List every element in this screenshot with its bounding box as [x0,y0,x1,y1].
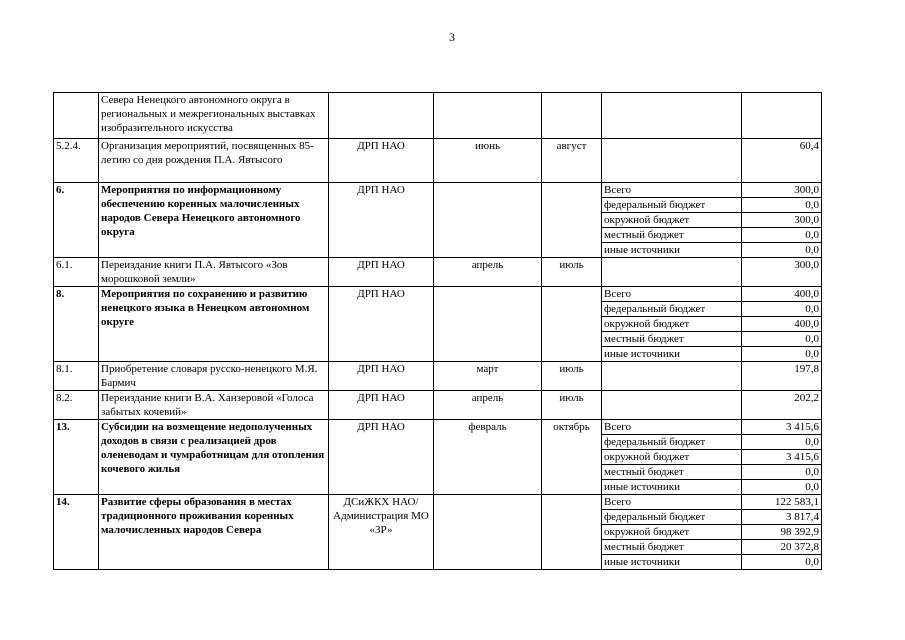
amount-other: 0,0 [742,243,822,258]
amount-total: 122 583,1 [742,495,822,510]
source-label: Всего [602,420,742,435]
amount-federal: 0,0 [742,198,822,213]
source-label: местный бюджет [602,228,742,243]
executor: ДРП НАО [329,139,434,183]
amount-district: 400,0 [742,317,822,332]
executor: ДРП НАО [329,420,434,495]
source-label: Всего [602,183,742,198]
activity-name: Развитие сферы образования в местах традиционного проживания коренных малочисленных народов Севера [99,495,329,570]
start-month: февраль [434,420,542,495]
source-label: федеральный бюджет [602,510,742,525]
table-row [54,93,822,139]
table-row [54,287,822,302]
source-label: местный бюджет [602,540,742,555]
end-month: июль [542,391,602,420]
source-label: окружной бюджет [602,213,742,228]
table-row [54,183,822,198]
source-label: федеральный бюджет [602,198,742,213]
amount-local: 20 372,8 [742,540,822,555]
source-label: иные источники [602,555,742,570]
amount: 197,8 [742,362,822,391]
row-number: 6. [54,183,99,258]
end-month: октябрь [542,420,602,495]
row-number: 6.1. [54,258,99,287]
amount-local: 0,0 [742,332,822,347]
source-label: окружной бюджет [602,450,742,465]
table-row [54,362,822,391]
table-row [54,258,822,287]
end-month: июль [542,362,602,391]
executor: ДРП НАО [329,183,434,258]
source-label: иные источники [602,243,742,258]
amount-district: 98 392,9 [742,525,822,540]
amount: 60,4 [742,139,822,183]
source-label: федеральный бюджет [602,302,742,317]
amount-federal: 0,0 [742,302,822,317]
source-label: местный бюджет [602,465,742,480]
amount: 300,0 [742,258,822,287]
start-month: апрель [434,391,542,420]
source-label: федеральный бюджет [602,435,742,450]
row-number: 8.1. [54,362,99,391]
table-row [54,495,822,510]
source-label: окружной бюджет [602,317,742,332]
source-label: окружной бюджет [602,525,742,540]
amount-federal: 3 817,4 [742,510,822,525]
row-number: 5.2.4. [54,139,99,183]
amount-local: 0,0 [742,228,822,243]
row-number: 13. [54,420,99,495]
activities-table [53,92,822,570]
source-label: Всего [602,287,742,302]
source-label: иные источники [602,480,742,495]
amount-total: 3 415,6 [742,420,822,435]
start-month: апрель [434,258,542,287]
activity-name: Организация мероприятий, посвященных 85-летию со дня рождения П.А. Явтысого [99,139,329,183]
executor: ДРП НАО [329,391,434,420]
activity-name: Субсидии на возмещение недополученных доходов в связи с реализацией дров оленеводам и чумработницам для отопления кочевого жилья [99,420,329,495]
amount-other: 0,0 [742,347,822,362]
activity-name: Мероприятия по информационному обеспечению коренных малочисленных народов Севера Ненецкого автономного округа [99,183,329,258]
source-label: Всего [602,495,742,510]
amount-district: 3 415,6 [742,450,822,465]
table-row [54,139,822,183]
amount-district: 300,0 [742,213,822,228]
start-month: март [434,362,542,391]
end-month: август [542,139,602,183]
start-month: июнь [434,139,542,183]
executor: ДСиЖКХ НАО/ Администрация МО «ЗР» [329,495,434,570]
amount-total: 400,0 [742,287,822,302]
amount: 202,2 [742,391,822,420]
activity-name: Мероприятия по сохранению и развитию ненецкого языка в Ненецком автономном округе [99,287,329,362]
table-row [54,420,822,435]
executor: ДРП НАО [329,287,434,362]
activity-name: Переиздание книги В.А. Ханзеровой «Голоса забытых кочевий» [99,391,329,420]
amount-total: 300,0 [742,183,822,198]
activity-name: Приобретение словаря русско-ненецкого М.Я. Бармич [99,362,329,391]
source-label: местный бюджет [602,332,742,347]
activity-name: Севера Ненецкого автономного округа в региональных и межрегиональных выставках изобразительного искусства [99,93,329,139]
row-number [54,93,99,139]
page-number: 3 [449,30,455,44]
amount-other: 0,0 [742,555,822,570]
row-number: 14. [54,495,99,570]
amount-other: 0,0 [742,480,822,495]
executor: ДРП НАО [329,362,434,391]
end-month: июль [542,258,602,287]
activity-name: Переиздание книги П.А. Явтысого «Зов морошковой земли» [99,258,329,287]
row-number: 8.2. [54,391,99,420]
source-label: иные источники [602,347,742,362]
executor: ДРП НАО [329,258,434,287]
amount-federal: 0,0 [742,435,822,450]
table-row [54,391,822,420]
amount-local: 0,0 [742,465,822,480]
row-number: 8. [54,287,99,362]
